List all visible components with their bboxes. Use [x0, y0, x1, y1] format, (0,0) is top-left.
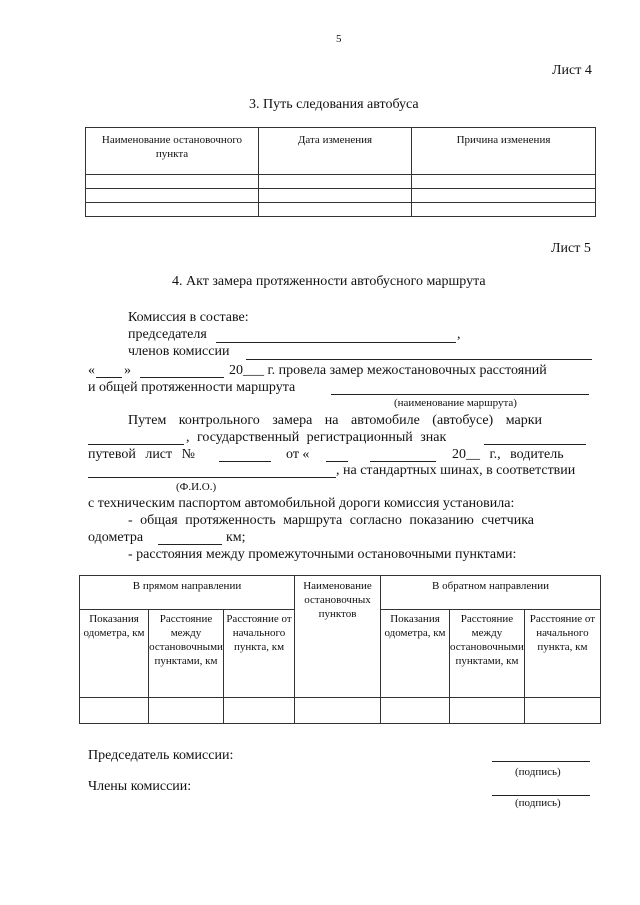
odometer-line [158, 544, 222, 545]
year-text: 20___ г. провела замер межостановочных расстояний [229, 363, 547, 378]
fwd-from-start: Расстояние от начального пункта, км [224, 610, 295, 698]
members-sign-line [492, 795, 590, 796]
fwd-between: Расстояние между остановочными пунктами, км [149, 610, 224, 698]
passport-text: с техническим паспортом автомобильной дороги комиссия установила: [88, 496, 515, 511]
waybill-line [219, 461, 271, 462]
route-table [85, 127, 596, 217]
sheet-4-title: 3. Путь следования автобуса [249, 97, 419, 112]
route-header-date: Дата изменения [259, 128, 412, 175]
total-length-text: - общая протяженность маршрута согласно показанию счетчика [128, 513, 535, 528]
from-month-line [370, 461, 436, 462]
chairman-comma: , [457, 327, 461, 342]
date-open: « [88, 363, 95, 378]
stop-name-header: Наименование остановочных пунктов [295, 576, 381, 698]
route-header-stop: Наименование остановочного пункта [86, 128, 259, 175]
members-sign-label: Члены комиссии: [88, 779, 192, 794]
brand-line [88, 444, 184, 445]
from-label: от « [286, 447, 310, 462]
fio-hint: (Ф.И.О.) [176, 481, 217, 493]
km-label: км; [226, 530, 246, 545]
chair-sign-line [492, 761, 590, 762]
table-row [86, 203, 596, 217]
backward-header: В обратном направлении [381, 576, 601, 610]
from-day-line [326, 461, 348, 462]
year2-text: 20__ г., водитель [452, 447, 564, 462]
table-row [80, 698, 601, 724]
total-text: и общей протяженности маршрута [88, 380, 296, 395]
members-signature-hint: (подпись) [515, 797, 561, 809]
waybill-label: путевой лист № [88, 447, 195, 462]
tires-text: , на стандартных шинах, в соответствии [336, 463, 576, 478]
route-header-reason: Причина изменения [412, 128, 596, 175]
forward-header: В прямом направлении [80, 576, 295, 610]
table-row [86, 175, 596, 189]
fwd-odometer: Показания одометра, км [80, 610, 149, 698]
driver-line [88, 477, 336, 478]
chair-signature-hint: (подпись) [515, 766, 561, 778]
chairman-line [216, 342, 456, 343]
reg-sign-line [484, 444, 586, 445]
measurement-table [79, 575, 601, 724]
chair-sign-label: Председатель комиссии: [88, 748, 234, 763]
day-line [96, 377, 122, 378]
control-line: Путем контрольного замера на автомобиле (автобусе) марки [128, 413, 542, 428]
back-odometer: Показания одометра, км [381, 610, 450, 698]
sheet-5-title: 4. Акт замера протяженности автобусного маршрута [172, 274, 486, 289]
chairman-label: председателя [128, 327, 207, 342]
back-from-start: Расстояние от начального пункта, км [524, 610, 600, 698]
route-name-line [331, 394, 589, 395]
route-hint: (наименование маршрута) [394, 397, 517, 409]
month-line [140, 377, 224, 378]
page-number: 5 [336, 33, 342, 45]
date-close: » [124, 363, 131, 378]
sheet-5-label: Лист 5 [551, 241, 591, 256]
table-row [86, 189, 596, 203]
odometer-label: одометра [88, 530, 144, 545]
sheet-4-label: Лист 4 [552, 63, 592, 78]
commission-label: Комиссия в составе: [128, 310, 249, 325]
reg-sign-text: , государственный регистрационный знак [186, 430, 447, 445]
distances-text: - расстояния между промежуточными остановочными пунктами: [128, 547, 517, 562]
back-between: Расстояние между остановочными пунктами, км [450, 610, 525, 698]
members-label: членов комиссии [128, 344, 230, 359]
members-line [246, 359, 592, 360]
